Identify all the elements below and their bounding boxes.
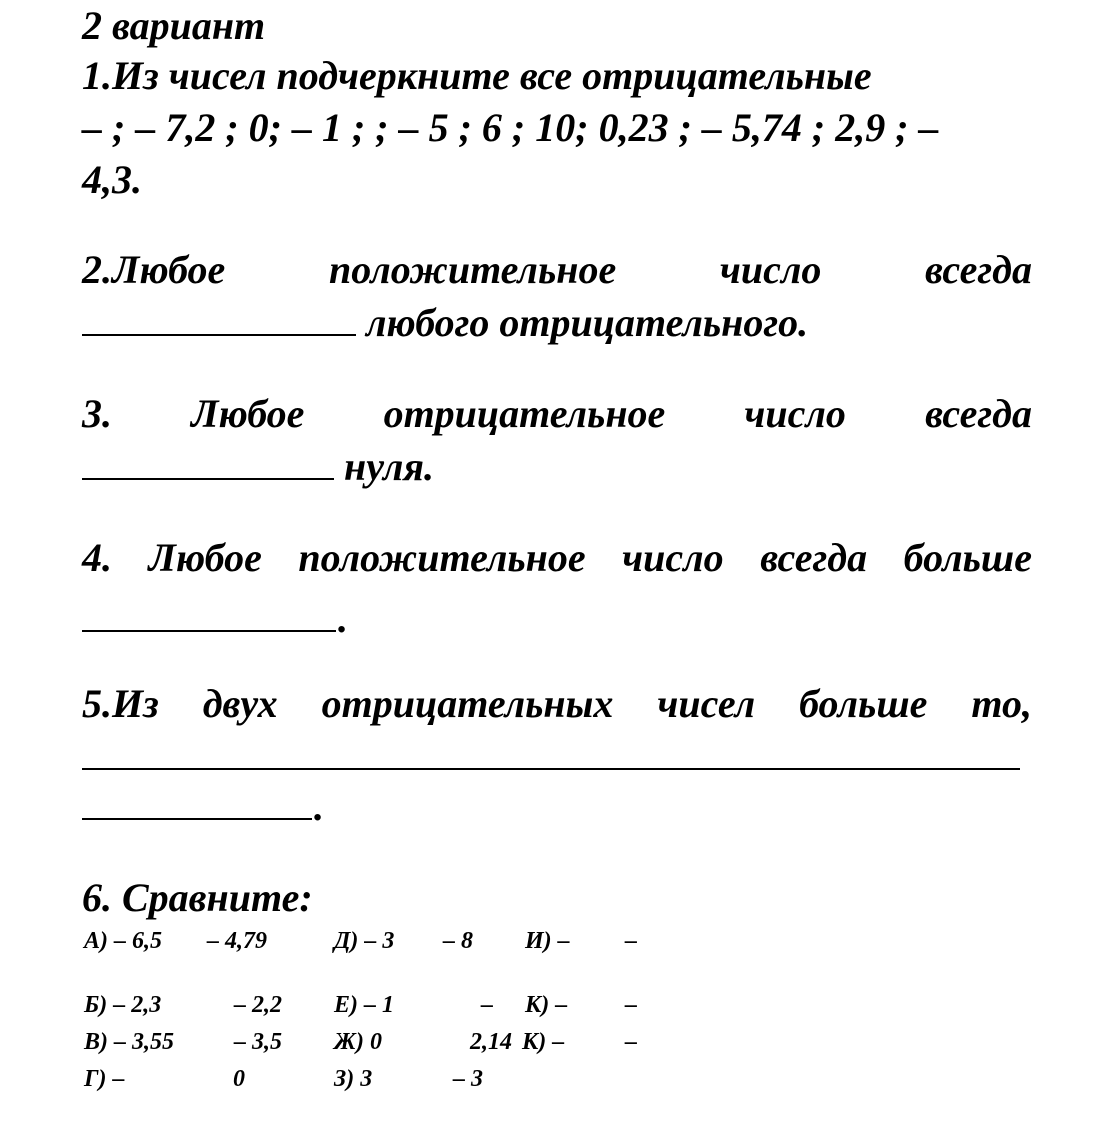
- task4-line2: [82, 592, 1032, 645]
- variant-heading: 2 вариант: [82, 3, 266, 48]
- compare-item: – 2,2: [234, 992, 282, 1018]
- compare-item: 0: [233, 1066, 245, 1092]
- compare-item: –: [625, 992, 637, 1018]
- compare-item: – 3,5: [234, 1029, 282, 1055]
- task2-line1: [82, 244, 1032, 296]
- answer-blank[interactable]: [82, 780, 312, 820]
- task2-word: 2.Любое: [82, 247, 226, 292]
- task4-word: Любое: [148, 535, 262, 580]
- task4-word: положительное: [298, 535, 586, 580]
- task3-word: отрицательное: [383, 391, 666, 436]
- task4-word: больше: [903, 535, 1032, 580]
- task1-title: 1.Из чисел подчеркните все отрицательные: [82, 53, 872, 98]
- compare-item: – 3: [453, 1066, 483, 1092]
- compare-item: В) – 3,55: [84, 1029, 174, 1055]
- task5-tail: .: [314, 784, 324, 829]
- answer-blank[interactable]: [82, 730, 1020, 770]
- compare-item: –: [625, 928, 637, 954]
- task4-word: всегда: [760, 535, 868, 580]
- task1-numbers-line2: 4,3.: [82, 157, 142, 202]
- task3-word: число: [744, 391, 846, 436]
- answer-blank[interactable]: [82, 296, 356, 336]
- compare-item: К) –: [525, 992, 568, 1018]
- task2-word: число: [719, 247, 822, 292]
- task4-word: 4.: [82, 535, 112, 580]
- task2-word: всегда: [925, 247, 1032, 292]
- compare-item: К) –: [522, 1029, 565, 1055]
- task2-tail: любого отрицательного.: [366, 300, 809, 345]
- task5-word: больше: [799, 681, 928, 726]
- compare-item: Ж) 0: [334, 1029, 383, 1055]
- compare-item: – 8: [443, 928, 473, 954]
- task5-line1: [82, 678, 1032, 730]
- task5-word: двух: [202, 681, 278, 726]
- task3-word: всегда: [925, 391, 1032, 436]
- compare-item: – 4,79: [207, 928, 267, 954]
- answer-blank[interactable]: [82, 592, 336, 632]
- compare-item: 2,14: [470, 1029, 512, 1055]
- task5-word: то,: [971, 681, 1032, 726]
- task3-line1: [82, 388, 1032, 440]
- compare-item: И) –: [525, 928, 570, 954]
- answer-blank[interactable]: [82, 440, 334, 480]
- task5-word: 5.Из: [82, 681, 159, 726]
- task5-word: чисел: [657, 681, 756, 726]
- task6-title: 6. Сравните:: [82, 875, 313, 920]
- task4-line1: [82, 532, 1032, 584]
- compare-item: А) – 6,5: [84, 928, 162, 954]
- compare-item: Д) – 3: [334, 928, 395, 954]
- task5-word: отрицательных: [321, 681, 614, 726]
- compare-item: –: [625, 1029, 637, 1055]
- compare-item: Б) – 2,3: [84, 992, 162, 1018]
- task2-word: положительное: [328, 247, 617, 292]
- task5-line2: [82, 730, 1032, 783]
- task5-line3: [82, 780, 1032, 833]
- task2-line2: [82, 296, 1032, 349]
- task3-line2: [82, 440, 1032, 493]
- task1-numbers-line1: – ; – 7,2 ; 0; – 1 ; ; – 5 ; 6 ; 10; 0,23 ; – 5,74 ; 2,9 ; –: [82, 105, 939, 150]
- task3-word: 3.: [82, 391, 112, 436]
- task4-word: число: [622, 535, 724, 580]
- compare-item: –: [481, 992, 493, 1018]
- task3-tail: нуля.: [344, 444, 435, 489]
- compare-item: Е) – 1: [334, 992, 394, 1018]
- task4-tail: .: [338, 596, 348, 641]
- compare-item: З) 3: [334, 1066, 373, 1092]
- task3-word: Любое: [191, 391, 305, 436]
- compare-item: Г) –: [84, 1066, 125, 1092]
